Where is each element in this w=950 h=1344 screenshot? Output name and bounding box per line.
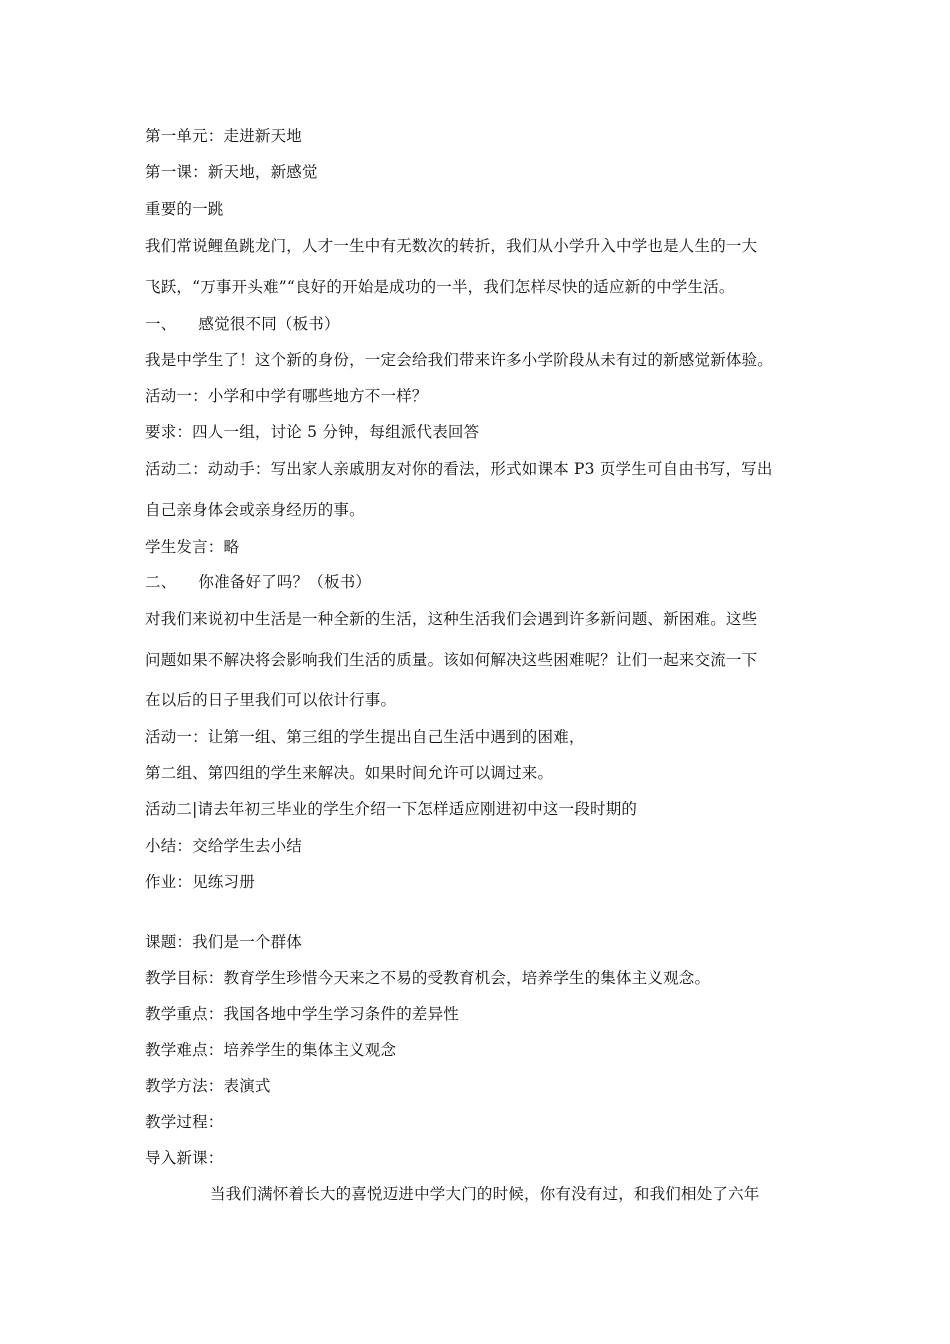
requirement: 要求：四人一组，讨论 5 分钟，每组派代表回答 (145, 423, 480, 441)
intro-line-2: 飞跃，“万事开头难”“良好的开始是成功的一半，我们怎样尽快的适应新的中学生活。 (145, 278, 735, 296)
section-2-heading (145, 572, 371, 592)
teaching-key-point: 教学重点：我国各地中学生学习条件的差异性 (145, 1005, 460, 1023)
activity-4: 活动二|请去年初三毕业的学生介绍一下怎样适应刚进初中这一段时期的 (145, 800, 638, 818)
section-1-title: 感觉很不同（板书） (198, 315, 340, 333)
section-2-number: 二、 (145, 573, 177, 591)
teaching-process: 教学过程： (145, 1113, 224, 1131)
teaching-method: 教学方法：表演式 (145, 1077, 271, 1095)
topic: 课题：我们是一个群体 (145, 933, 303, 951)
intro-text: 当我们满怀着长大的喜悦迈进中学大门的时候，你有没有过，和我们相处了六年 (210, 1185, 760, 1203)
activity-3-line-1: 活动一：让第一组、第三组的学生提出自己生活中遇到的困难， (145, 728, 585, 746)
section-2-line-3: 在以后的日子里我们可以依计行事。 (145, 691, 397, 709)
section-1-number: 一、 (145, 315, 177, 333)
activity-3-line-2: 第二组、第四组的学生来解决。如果时间允许可以调过来。 (145, 764, 554, 782)
section-1-text: 我是中学生了！这个新的身份，一定会给我们带来许多小学阶段从未有过的新感觉新体验。 (145, 351, 774, 369)
intro-label: 导入新课： (145, 1149, 224, 1167)
summary: 小结：交给学生去小结 (145, 837, 303, 855)
lesson-title: 第一课：新天地，新感觉 (145, 163, 318, 181)
homework: 作业：见练习册 (145, 873, 255, 891)
section-2-line-2: 问题如果不解决将会影响我们生活的质量。该如何解决这些困难呢？让们一起来交流一下 (145, 651, 758, 669)
activity-2-line-1: 活动二：动动手：写出家人亲戚朋友对你的看法，形式如课本 P3 页学生可自由书写，写出 (145, 460, 773, 478)
unit-title: 第一单元：走进新天地 (145, 127, 303, 145)
activity-1: 活动一：小学和中学有哪些地方不一样？ (145, 387, 428, 405)
teaching-goal: 教学目标：教育学生珍惜今天来之不易的受教育机会，培养学生的集体主义观念。 (145, 969, 711, 987)
intro-line-1: 我们常说鲤鱼跳龙门，人才一生中有无数次的转折，我们从小学升入中学也是人生的一大 (145, 237, 758, 255)
section-1-heading (145, 314, 340, 334)
activity-2-line-2: 自己亲身体会或亲身经历的事。 (145, 501, 365, 519)
student-speech: 学生发言：略 (145, 538, 240, 556)
section-2-line-1: 对我们来说初中生活是一种全新的生活，这种生活我们会遇到许多新问题、新困难。这些 (145, 610, 758, 628)
lesson-subtitle: 重要的一跳 (145, 200, 224, 218)
teaching-difficulty: 教学难点：培养学生的集体主义观念 (145, 1041, 397, 1059)
section-2-title: 你准备好了吗？（板书） (198, 573, 372, 591)
